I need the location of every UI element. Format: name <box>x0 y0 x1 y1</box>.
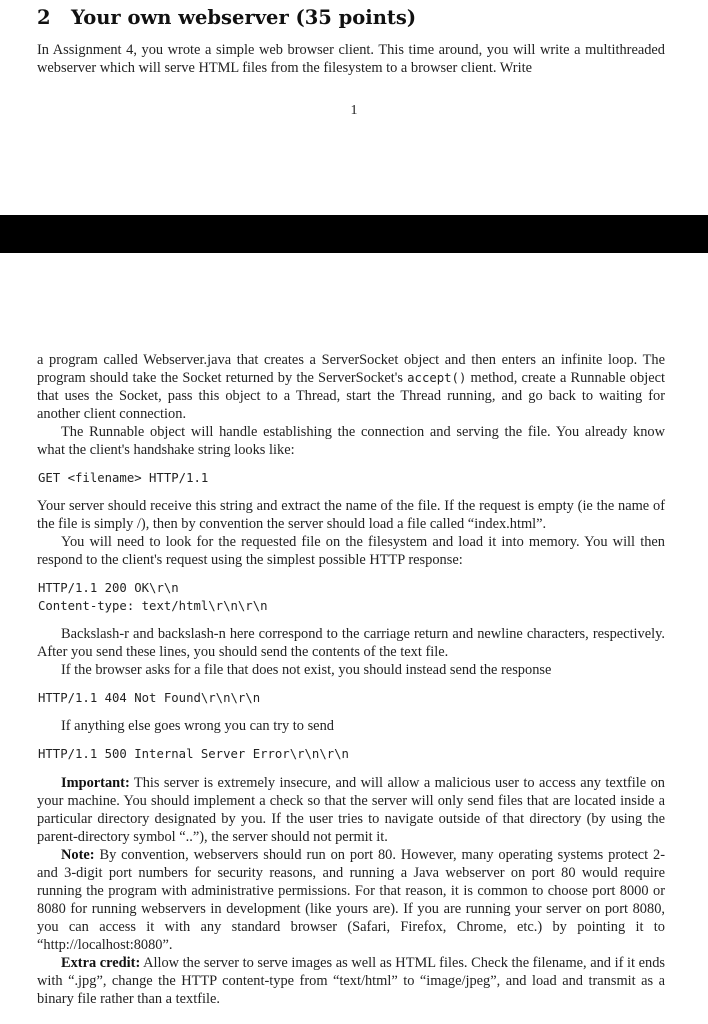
note-label: Note: <box>61 847 95 863</box>
page-break-bar <box>0 215 708 253</box>
program-text-after: method, create a Runnable object that uses the Socket, pass this object to a Thread, start the Thread running, and go back to waiting for another client connection. <box>37 370 665 422</box>
else-paragraph: If anything else goes wrong you can try to send <box>61 718 334 734</box>
note-text: By convention, webservers should run on port 80. However, many operating systems protect 2- and 3-digit port numbers for security reasons, and running a Java webserver on port 80 would require running the program with administrative permissions. For that reason, it is common to choose port 8000 or 8080 for running webservers in development (like yours are). If you are running your server on port 8080, you can access it with any standard browser (Safari, Firefox, Chrome, etc.) by pointing it to “http://localhost:8080”. <box>37 847 665 953</box>
runnable-paragraph: The Runnable object will handle establishing the connection and serving the file. You already know what the client's handshake string looks like: <box>37 424 665 458</box>
backslash-paragraph: Backslash-r and backslash-n here correspond to the carriage return and newline characters, respectively. After you send these lines, you should send the contents of the text file. <box>37 626 665 660</box>
code-line: Content-type: text/html\r\n\r\n <box>38 599 268 613</box>
program-text-before: a program called Webserver.java that creates a ServerSocket object and then enters an infinite loop. The program should take the Socket returned by the ServerSocket's <box>37 352 665 386</box>
ok-response-code <box>38 579 268 615</box>
extra-credit-paragraph <box>37 954 665 1008</box>
accept-method-code: accept() <box>407 371 467 385</box>
not-found-code: HTTP/1.1 404 Not Found\r\n\r\n <box>38 691 261 705</box>
section-title: Your own webserver (35 points) <box>71 6 417 29</box>
extra-credit-text: Allow the server to serve images as well as HTML files. Check the filename, and if it ends with “.jpg”, change the HTTP content-type from “text/html” to “image/jpeg”, and load and transmit as a binary file rather than a textfile. <box>37 955 665 1007</box>
section-heading <box>37 6 416 29</box>
note-paragraph <box>37 846 665 954</box>
intro-paragraph: In Assignment 4, you wrote a simple web browser client. This time around, you will write a multithreaded webserver which will serve HTML files from the filesystem to a browser client. Write <box>37 42 665 76</box>
look-paragraph: You will need to look for the requested file on the filesystem and load it into memory. You will then respond to the client's request using the simplest possible HTTP response: <box>37 534 665 568</box>
important-paragraph <box>37 774 665 846</box>
important-label: Important: <box>61 775 130 791</box>
get-request-code: GET <filename> HTTP/1.1 <box>38 471 209 485</box>
section-number: 2 <box>37 6 51 29</box>
server-error-code: HTTP/1.1 500 Internal Server Error\r\n\r\n <box>38 747 349 761</box>
extra-credit-label: Extra credit: <box>61 955 141 971</box>
code-line: HTTP/1.1 200 OK\r\n <box>38 581 179 595</box>
program-paragraph <box>37 351 665 423</box>
important-text: This server is extremely insecure, and will allow a malicious user to access any textfile on your machine. You should implement a check so that the server will only send files that are located inside a particular directory designated by you. If the user tries to navigate outside of that directory (by using the parent-directory symbol “..”), the server should not permit it. <box>37 775 665 845</box>
not-exist-paragraph: If the browser asks for a file that does not exist, you should instead send the response <box>61 662 552 678</box>
receive-paragraph: Your server should receive this string and extract the name of the file. If the request is empty (ie the name of the file is simply /), then by convention the server should load a file called “index.html”. <box>37 498 665 532</box>
page-number: 1 <box>350 103 358 118</box>
